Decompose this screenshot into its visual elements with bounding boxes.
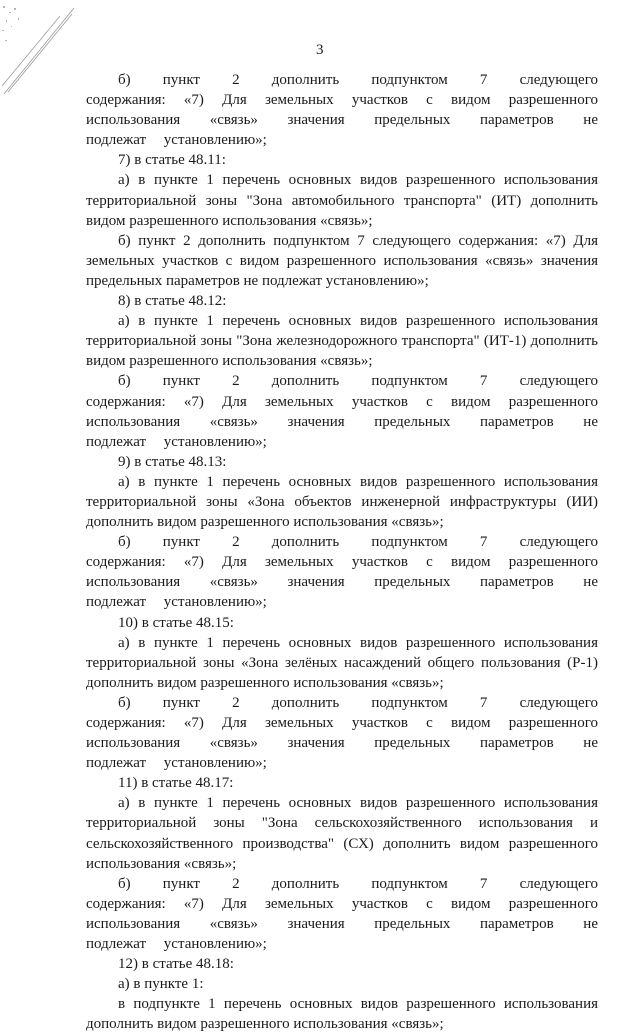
paragraph-heading: 11) в статье 48.17: [118,775,234,792]
paragraph-heading: 7) в статье 48.11: [118,152,226,169]
paragraph-heading: 9) в статье 48.13: [118,453,227,470]
paragraph: б) пункт 2 дополнить подпунктом 7 следующего содержания: «7) Для земельных участков с видом разрешенного использования «связь» значения предельных параметров не подлежат установлению»; [86,373,598,450]
page-number: 3 [316,42,324,58]
document-body [86,70,598,1035]
paragraph: а) в пункте 1 перечень основных видов разрешенного использования территориальной зоны "Зона автомобильного транспорта" (ИТ) дополнить видом разрешенного использования «связь»; [86,172,598,229]
paragraph-heading: а) в пункте 1: [118,976,204,993]
paragraph: б) пункт 2 дополнить подпунктом 7 следующего содержания: «7) Для земельных участков с видом разрешенного использования «связь» значения предельных параметров не подлежат установлению»; [86,232,598,289]
paragraph: б) пункт 2 дополнить подпунктом 7 следующего содержания: «7) Для земельных участков с видом разрешенного использования «связь» значения предельных параметров не подлежат установлению»; [86,534,598,611]
paragraph-heading: 10) в статье 48.15: [118,614,234,631]
paragraph: а) в пункте 1 перечень основных видов разрешенного использования территориальной зоны "Зона сельскохозяйственного использования и сельскохозяйственного производства" (СХ) дополнить видом разрешенного использования «связь»; [86,795,598,872]
paragraph: б) пункт 2 дополнить подпунктом 7 следующего содержания: «7) Для земельных участков с видом разрешенного использования «связь» значения предельных параметров не подлежат установлению»; [86,875,598,953]
paragraph: а) в пункте 1 перечень основных видов разрешенного использования территориальной зоны «Зона зелёных насаждений общего пользования (Р-1) дополнить видом разрешенного использования «связь»; [86,634,598,691]
paragraph: б) пункт 2 дополнить подпунктом 7 следующего содержания: «7) Для земельных участков с видом разрешенного использования «связь» значения предельных параметров не подлежат установлению»; [86,694,598,772]
paragraph: а) в пункте 1 перечень основных видов разрешенного использования территориальной зоны «Зона объектов инженерной инфраструктуры (ИИ) дополнить видом разрешенного использования «связь»; [86,473,598,531]
paragraph: б) пункт 2 дополнить подпунктом 7 следующего содержания: «7) Для земельных участков с видом разрешенного использования «связь» значения предельных параметров не подлежат установлению»; [86,72,598,149]
paragraph: в подпункте 1 перечень основных видов разрешенного использования дополнить видом разрешенного использования «связь»; [86,996,598,1033]
paragraph: а) в пункте 1 перечень основных видов разрешенного использования территориальной зоны "Зона железнодорожного транспорта" (ИТ-1) дополнить видом разрешенного использования «связь»; [86,313,598,370]
paragraph-heading: 8) в статье 48.12: [118,293,227,310]
paragraph-heading: 12) в статье 48.18: [118,956,234,973]
